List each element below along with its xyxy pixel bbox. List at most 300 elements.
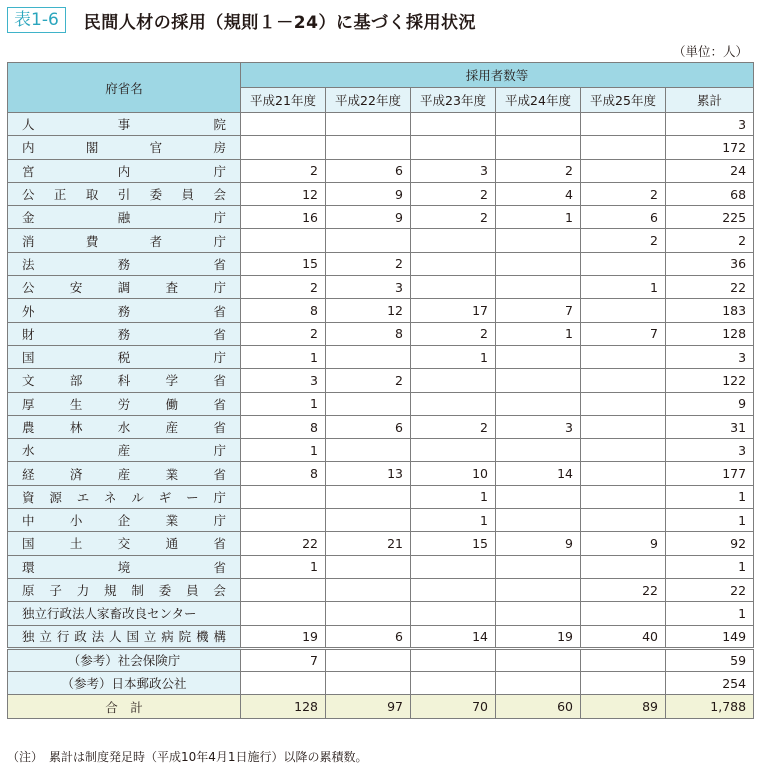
year-value-cell [241,578,326,601]
year-value-cell [496,439,581,462]
year-value-cell: 7 [241,648,326,671]
year-value-cell: 40 [581,625,666,648]
name-char: 庁 [213,163,226,179]
table-row [8,555,754,578]
year-value-cell: 2 [241,322,326,345]
year-value-cell: 8 [326,322,411,345]
year-value-cell [326,392,411,415]
year-value-cell [581,345,666,368]
year-value-cell [241,672,326,695]
ministry-name-spread [22,441,226,459]
year-value-cell: 6 [326,625,411,648]
ministry-name-spread [22,138,226,156]
year-value-cell [581,136,666,159]
year-value-cell [496,229,581,252]
name-char: 庁 [213,443,226,459]
name-char: エ [76,489,90,505]
name-char: 消 [22,233,35,249]
year-value-cell: 19 [496,625,581,648]
name-char: 員 [186,583,199,599]
table-row [8,206,754,229]
ministry-name-spread [22,348,226,366]
name-char: 労 [117,396,131,412]
cumulative-cell: 2 [666,229,754,252]
year-value-cell [411,648,496,671]
name-char: 行 [56,629,70,645]
year-value-cell: 1 [581,276,666,299]
name-char: 境 [117,559,131,575]
year-value-cell: 1 [411,509,496,532]
name-char: 中 [22,513,35,529]
year-value-cell [241,136,326,159]
ministry-name [8,555,241,578]
cumulative-cell: 1 [666,555,754,578]
reference-row [8,672,754,695]
cumulative-cell: 1 [666,509,754,532]
group-header: 採用者数等 [241,63,754,88]
table-row [8,532,754,555]
name-char: 業 [165,466,179,482]
year-value-cell [241,509,326,532]
year-value-cell: 9 [326,206,411,229]
ministry-name-spread [22,325,226,343]
name-char: ギ [158,489,172,505]
name-char: 安 [69,280,83,296]
ministry-name: 独立行政法人家畜改良センター [8,602,241,625]
year-value-cell [326,672,411,695]
name-char: 交 [117,536,131,552]
ministry-name [8,252,241,275]
year-value-cell: 97 [326,695,411,718]
year-value-cell [326,136,411,159]
name-char: 正 [53,187,67,203]
year-value-cell: 22 [241,532,326,555]
cumulative-cell: 24 [666,159,754,182]
year-value-cell: 2 [241,159,326,182]
table-row [8,392,754,415]
name-char: 内 [117,163,131,179]
name-char: 庁 [213,233,226,249]
table-row [8,113,754,136]
name-char: ル [131,489,144,505]
name-char: 人 [22,117,35,133]
ministry-name [8,322,241,345]
year-value-cell: 1 [496,206,581,229]
year-value-cell: 19 [241,625,326,648]
ministry-name [8,509,241,532]
cumulative-cell: 22 [666,276,754,299]
cumulative-cell: 177 [666,462,754,485]
name-char: 土 [69,536,83,552]
name-char: 国 [126,629,139,645]
name-char: 委 [149,187,163,203]
name-char: 税 [117,350,131,366]
name-char: 官 [149,140,163,156]
name-char: 法 [91,629,105,645]
name-char: 庁 [213,210,226,226]
name-char: 立 [39,629,52,645]
table-row [8,509,754,532]
ministry-name-spread [22,115,226,133]
year-value-cell: 22 [581,578,666,601]
name-char: 務 [117,256,131,272]
year-value-cell: 70 [411,695,496,718]
name-char: 院 [178,629,192,645]
ministry-name [8,206,241,229]
table-row [8,625,754,648]
year-value-cell [581,602,666,625]
year-value-cell [581,415,666,438]
table-row [8,159,754,182]
year-value-cell [326,555,411,578]
name-char: 事 [117,117,131,133]
name-char: ネ [104,489,117,505]
table-row [8,485,754,508]
table-row [8,136,754,159]
name-char: 院 [213,117,226,133]
year-value-cell [326,345,411,368]
name-char: 務 [117,303,131,319]
year-value-cell [581,439,666,462]
table-row [8,345,754,368]
year-value-cell [411,276,496,299]
name-char: 生 [69,396,83,412]
year-value-cell: 12 [241,182,326,205]
name-char: 内 [22,140,35,156]
table-row [8,462,754,485]
year-value-cell [241,113,326,136]
year-value-cell [581,672,666,695]
year-value-cell [581,462,666,485]
year-value-cell: 2 [581,182,666,205]
name-char: 庁 [213,489,226,505]
name-char: 働 [165,396,179,412]
year-value-cell: 1 [241,439,326,462]
name-char: 省 [213,466,226,482]
name-char: 資 [22,489,35,505]
year-value-cell [496,578,581,601]
year-value-cell [496,276,581,299]
cumulative-cell: 3 [666,113,754,136]
year-value-cell: 6 [326,415,411,438]
cumulative-cell: 92 [666,532,754,555]
year-value-cell [496,509,581,532]
name-char: 務 [117,326,131,342]
table-number-badge: 表1-6 [7,7,66,33]
year-value-cell: 2 [496,159,581,182]
year-value-cell: 12 [326,299,411,322]
name-char: 人 [109,629,122,645]
name-char: 省 [213,420,226,435]
year-value-cell: 128 [241,695,326,718]
ministry-name [8,113,241,136]
name-char: 取 [85,187,99,203]
ministry-name [8,299,241,322]
cumulative-cell: 122 [666,369,754,392]
name-char: 水 [22,443,35,459]
ministry-name-spread [22,208,226,226]
name-char: 委 [158,583,172,599]
name-char: 制 [131,583,144,599]
column-header: 累計 [666,88,754,113]
name-char: 省 [213,256,226,272]
name-char: 外 [22,303,35,319]
name-char: 国 [22,350,35,366]
year-value-cell: 4 [496,182,581,205]
column-header: 平成24年度 [496,88,581,113]
year-value-cell [496,252,581,275]
year-value-cell: 6 [326,159,411,182]
year-value-cell: 9 [326,182,411,205]
year-value-cell [326,113,411,136]
name-char: 会 [213,187,226,203]
year-value-cell [581,252,666,275]
cumulative-cell: 36 [666,252,754,275]
year-value-cell [411,578,496,601]
year-value-cell: 1 [411,485,496,508]
name-char: 庁 [213,513,226,529]
cumulative-cell: 254 [666,672,754,695]
name-char: 農 [22,420,35,435]
year-value-cell [326,439,411,462]
year-value-cell [496,345,581,368]
name-char: 調 [117,280,131,296]
name-char: 厚 [22,396,35,412]
table-row [8,439,754,462]
year-value-cell [326,509,411,532]
name-char: 省 [213,559,226,575]
table-row [8,415,754,438]
ministry-name-spread [22,185,226,203]
ministry-name [8,182,241,205]
ministry-column-header: 府省名 [8,63,241,113]
name-char: 企 [117,513,131,529]
ministry-name-spread [22,511,226,529]
name-char: 原 [22,583,35,599]
name-char: 引 [117,187,131,203]
year-value-cell [496,113,581,136]
year-value-cell: 7 [496,299,581,322]
table-row [8,276,754,299]
ministry-name [8,462,241,485]
year-value-cell: 3 [326,276,411,299]
year-value-cell: 1 [241,392,326,415]
year-value-cell [326,602,411,625]
name-char: 子 [49,583,62,599]
name-char: 独 [22,629,35,645]
year-value-cell [581,299,666,322]
cumulative-cell: 68 [666,182,754,205]
column-header: 平成25年度 [581,88,666,113]
year-value-cell: 8 [241,299,326,322]
name-char: 公 [22,187,35,203]
name-char: 産 [165,420,179,435]
page-title: 民間人材の採用（規則１－24）に基づく採用状況 [83,12,476,33]
ministry-name [8,136,241,159]
ministry-name: （参考）日本郵政公社 [8,672,241,695]
name-char: 病 [161,629,174,645]
ministry-name-spread [22,395,226,413]
year-value-cell [411,369,496,392]
ministry-name [8,578,241,601]
name-char: 通 [165,536,179,552]
name-char: 庁 [213,280,226,296]
table-body [8,113,754,719]
name-char: 庁 [213,350,226,366]
name-char: 小 [69,513,83,529]
cumulative-cell: 3 [666,439,754,462]
year-value-cell [411,555,496,578]
ministry-name: （参考）社会保険庁 [8,648,241,671]
year-value-cell: 1 [411,345,496,368]
name-char: 会 [213,583,226,599]
year-value-cell: 1 [496,322,581,345]
table-row [8,229,754,252]
table-row [8,602,754,625]
name-char: 省 [213,303,226,319]
name-char: 員 [181,187,195,203]
ministry-name-spread [22,302,226,320]
year-value-cell: 14 [411,625,496,648]
name-char: 環 [22,559,35,575]
ministry-name-spread [22,162,226,180]
cumulative-cell: 3 [666,345,754,368]
year-value-cell [411,392,496,415]
year-value-cell: 13 [326,462,411,485]
name-char: 力 [76,583,90,599]
column-header: 平成21年度 [241,88,326,113]
year-value-cell: 3 [411,159,496,182]
name-char: 法 [22,256,35,272]
table-row [8,252,754,275]
name-char: 学 [165,373,179,389]
year-value-cell: 2 [326,252,411,275]
year-value-cell: 2 [411,322,496,345]
name-char: 財 [22,326,35,342]
ministry-name-spread [22,232,226,250]
year-value-cell: 6 [581,206,666,229]
cumulative-cell: 172 [666,136,754,159]
ministry-name [8,345,241,368]
cumulative-cell: 9 [666,392,754,415]
year-value-cell: 89 [581,695,666,718]
year-value-cell: 2 [411,415,496,438]
year-value-cell [411,439,496,462]
name-char: 業 [165,513,179,529]
year-value-cell [241,602,326,625]
cumulative-cell: 1,788 [666,695,754,718]
table-row [8,369,754,392]
ministry-name [8,485,241,508]
cumulative-cell: 22 [666,578,754,601]
ministry-name [8,392,241,415]
ministry-name [8,415,241,438]
year-value-cell [496,136,581,159]
year-value-cell [581,113,666,136]
year-value-cell: 15 [411,532,496,555]
ministry-name [8,439,241,462]
ministry-name [8,159,241,182]
ministry-name [8,532,241,555]
cumulative-cell: 225 [666,206,754,229]
year-value-cell [326,648,411,671]
table-row [8,578,754,601]
year-value-cell [496,392,581,415]
year-value-cell: 2 [241,276,326,299]
year-value-cell [411,672,496,695]
ministry-name [8,229,241,252]
year-value-cell [581,555,666,578]
ministry-name-spread [22,371,226,389]
name-char: 省 [213,373,226,389]
ministry-name [8,625,241,648]
year-value-cell: 9 [496,532,581,555]
cumulative-cell: 128 [666,322,754,345]
ministry-name-spread [22,488,226,506]
name-char: 費 [85,233,99,249]
cumulative-cell: 31 [666,415,754,438]
name-char: 国 [22,536,35,552]
year-value-cell [326,485,411,508]
year-value-cell [241,485,326,508]
cumulative-cell: 1 [666,485,754,508]
title-row [7,6,476,34]
ministry-name-spread [22,278,226,296]
name-char: 宮 [22,163,35,179]
year-value-cell [581,392,666,415]
year-value-cell [411,602,496,625]
ministry-name-spread [22,534,226,552]
name-char: 立 [143,629,157,645]
name-char: 済 [69,466,83,482]
column-header: 平成23年度 [411,88,496,113]
name-char: 省 [213,326,226,342]
year-value-cell: 2 [411,206,496,229]
year-value-cell [411,136,496,159]
year-value-cell: 1 [241,555,326,578]
name-char: 金 [22,210,35,226]
year-value-cell: 10 [411,462,496,485]
name-char: 閣 [85,140,99,156]
footnote: （注） 累計は制度発足時（平成10年4月1日施行）以降の累積数。 [7,750,368,764]
year-value-cell: 16 [241,206,326,229]
year-value-cell [411,252,496,275]
year-value-cell: 17 [411,299,496,322]
ministry-name: 合 計 [8,695,241,718]
name-char: 部 [69,373,83,389]
year-value-cell [411,113,496,136]
name-char: 省 [213,536,226,552]
name-char: 融 [117,210,131,226]
cumulative-cell: 149 [666,625,754,648]
name-char: 機 [196,629,209,645]
year-value-cell: 3 [496,415,581,438]
name-char: 規 [104,583,117,599]
total-row [8,695,754,718]
name-char: 経 [22,466,35,482]
name-char: 者 [149,233,163,249]
year-value-cell: 21 [326,532,411,555]
year-value-cell: 2 [326,369,411,392]
year-value-cell: 7 [581,322,666,345]
cumulative-cell: 1 [666,602,754,625]
name-char: 林 [69,420,83,435]
name-char: 科 [117,373,131,389]
year-value-cell: 15 [241,252,326,275]
ministry-name-spread [22,465,226,483]
reference-row [8,648,754,671]
year-value-cell [581,485,666,508]
